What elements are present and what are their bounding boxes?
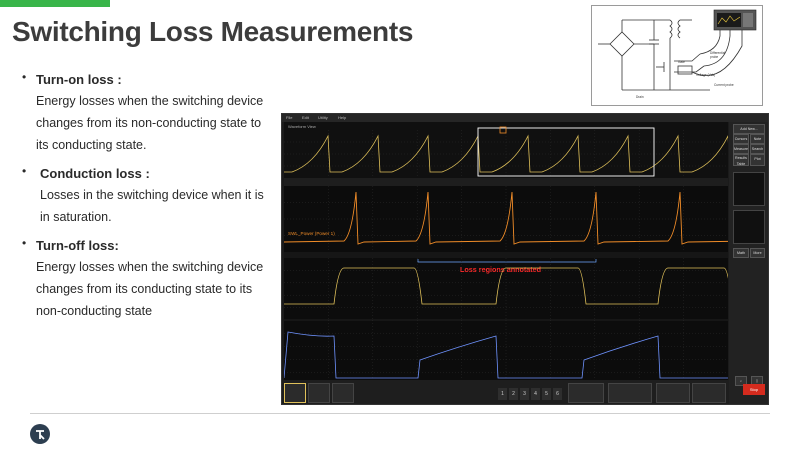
scope-side-panel — [729, 122, 769, 405]
menu-edit[interactable]: Edit — [302, 115, 309, 120]
stop-button[interactable]: Stop — [743, 384, 765, 395]
bullet-text: Losses in the switching device when it is in saturation. — [40, 188, 264, 224]
logo-mark-icon — [30, 424, 50, 444]
scope-bottom-bar — [282, 380, 729, 405]
channel-button-5[interactable]: 5 — [542, 388, 551, 400]
waveform-view-label: Waveform View — [288, 124, 316, 129]
accent-bar — [0, 0, 110, 7]
waveform-plot — [284, 122, 728, 388]
bullet-text: Energy losses when the switching device changes from its conducting state to its non-conducting state — [36, 260, 264, 318]
waveform-screen — [284, 122, 728, 388]
menu-help[interactable]: Help — [338, 115, 347, 120]
svg-text:Voltage (Vds): Voltage (Vds) — [696, 73, 716, 77]
zoom-icon[interactable]: ⌕ — [735, 376, 747, 386]
svg-text:Gate: Gate — [678, 60, 685, 64]
math-label: SWL_Power (Power 1) — [288, 231, 335, 236]
bullet-text: Energy losses when the switching device changes from its non-conducting state to its conducting state. — [36, 94, 264, 152]
channel-3-badge[interactable] — [332, 383, 354, 403]
bullet-conduction — [22, 164, 272, 228]
footer-divider — [30, 413, 770, 414]
menu-file[interactable]: File — [286, 115, 293, 120]
svg-text:probe: probe — [710, 55, 719, 59]
bullet-dot-icon: • — [22, 164, 27, 178]
scope-menubar — [282, 114, 769, 122]
bullet-heading: Turn-on loss : — [36, 72, 122, 87]
circuit-diagram — [592, 6, 764, 107]
slide-title: Switching Loss Measurements — [12, 16, 414, 47]
measurement-readout-2 — [733, 210, 765, 244]
svg-text:Drain: Drain — [636, 95, 644, 99]
search-button[interactable]: Search — [750, 144, 765, 154]
time-axis-strip — [284, 252, 728, 258]
loss-annotation: Loss regions annotated — [460, 265, 542, 274]
add-new-button[interactable]: Add New... — [733, 124, 765, 134]
channel-1-badge[interactable] — [284, 383, 306, 403]
add-new-math-ref-bus[interactable] — [568, 383, 604, 403]
bullet-turn-off — [22, 236, 272, 322]
bullet-heading: Conduction loss : — [40, 166, 150, 181]
trash-icon[interactable]: ▯ — [751, 376, 763, 386]
results-table-button[interactable]: Results Table — [733, 154, 749, 166]
channel-button-2[interactable]: 2 — [509, 388, 518, 400]
plot-button[interactable]: Plot — [750, 154, 765, 166]
cursors-button[interactable]: Cursors — [733, 134, 749, 144]
bullet-list — [22, 70, 272, 330]
measurement-readout-1 — [733, 172, 765, 206]
acquisition-settings[interactable] — [692, 383, 726, 403]
channel-2-badge[interactable] — [308, 383, 330, 403]
note-button[interactable]: Note — [750, 134, 765, 144]
oscilloscope-screenshot — [281, 113, 769, 405]
horizontal-settings[interactable] — [608, 383, 652, 403]
math-button[interactable]: Math — [733, 248, 749, 258]
trigger-settings[interactable] — [656, 383, 690, 403]
menu-utility[interactable]: Utility — [318, 115, 328, 120]
svg-text:Differential: Differential — [710, 51, 726, 55]
channel-button-1[interactable]: 1 — [498, 388, 507, 400]
measure-button[interactable]: Measure — [733, 144, 749, 154]
more-button[interactable]: More — [750, 248, 765, 258]
bullet-turn-on — [22, 70, 272, 156]
bullet-dot-icon: • — [22, 236, 27, 250]
circuit-diagram-inset — [591, 5, 763, 106]
bullet-heading: Turn-off loss: — [36, 238, 119, 253]
channel-button-3[interactable]: 3 — [520, 388, 529, 400]
channel-button-4[interactable]: 4 — [531, 388, 540, 400]
company-logo — [30, 424, 50, 444]
current-grid — [284, 320, 728, 386]
svg-text:Current probe: Current probe — [714, 83, 734, 87]
bullet-dot-icon: • — [22, 70, 27, 84]
zoom-toolbar — [284, 178, 728, 186]
channel-button-6[interactable]: 6 — [553, 388, 562, 400]
